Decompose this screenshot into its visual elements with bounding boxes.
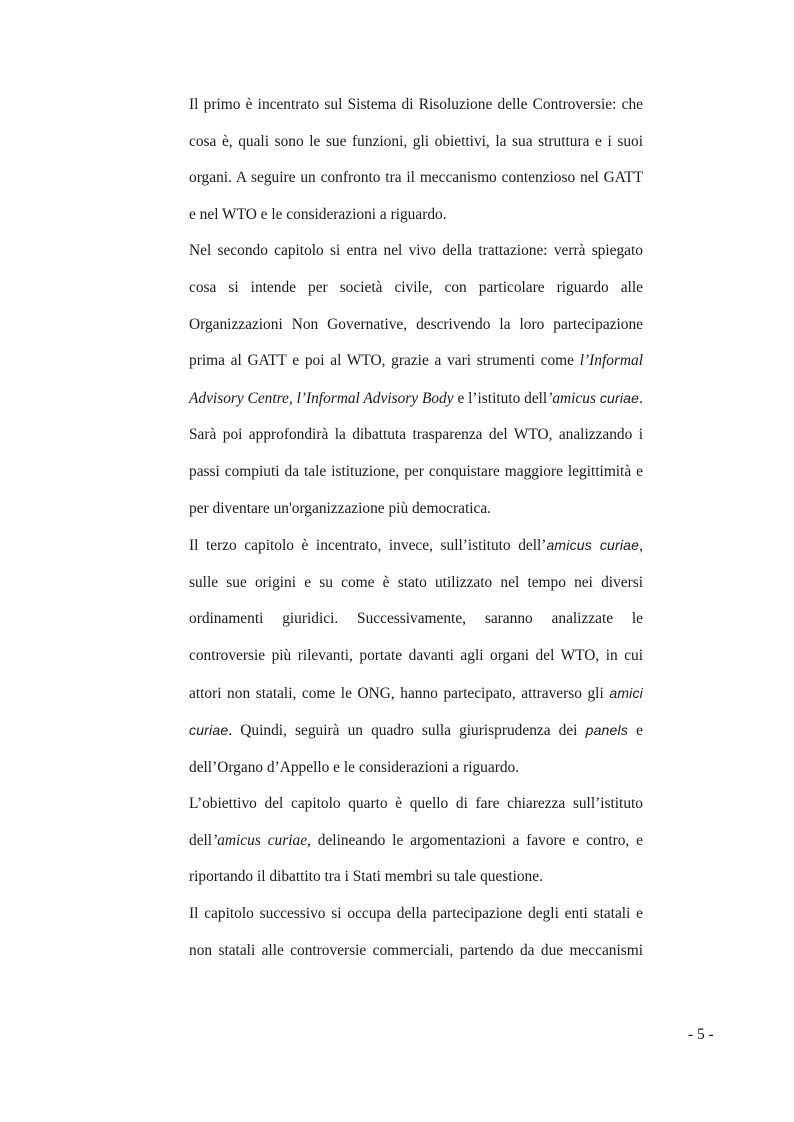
text-segment: Nel secondo capitolo si entra nel vivo della trattazione: verrà spiegato cosa si intende per società civile, con particolare riguardo alle Organizzazioni Non Governative, descrivendo la loro partecipazione prima al GATT e poi al WTO, grazie a vari strumenti come xyxy=(189,242,643,370)
italic-term: curiae xyxy=(599,389,640,406)
text-segment: e dell’Organo d’Appello e le considerazioni a riguardo. xyxy=(189,722,643,776)
italic-segment: ’amicus curiae xyxy=(212,831,308,849)
paragraph-chapter-four xyxy=(189,786,643,896)
text-segment: . Sarà poi approfondirà la dibattuta trasparenza del WTO, analizzando i passi compiuti da tale istituzione, per conquistare maggiore legittimità e per diventare un'organizzazione più democratica. xyxy=(189,389,644,517)
text-segment: Il primo è incentrato sul Sistema di Risoluzione delle Controversie: che cosa è, quali sono le sue funzioni, gli obiettivi, la sua struttura e i suoi organi. A seguire un confronto tra il meccanismo contenzioso nel GATT e nel WTO e le considerazioni a riguardo. xyxy=(189,96,643,223)
text-segment: Il terzo capitolo è incentrato, invece, sull’istituto dell’ xyxy=(189,537,547,555)
document-body xyxy=(189,87,643,969)
text-segment: e l’istituto dell xyxy=(453,389,548,407)
italic-term: amici curiae xyxy=(189,684,643,739)
text-segment: , delineando le argomentazioni a favore e contro, e riportando il dibattito tra i Stati membri su tale questione. xyxy=(189,831,643,886)
text-segment: L’obiettivo del capitolo quarto è quello di fare chiarezza sull’istituto dell xyxy=(189,795,643,849)
paragraph-chapter-two xyxy=(189,233,643,527)
italic-segment: ’amicus xyxy=(547,389,596,407)
text-segment: , sulle sue origini e su come è stato utilizzato nel tempo nei diversi ordinamenti giuridici. Successivamente, saranno analizzate le controversie più rilevanti, portate davanti agli organi del WTO, in cui attori non statali, come le ONG, hanno partecipato, attraverso gli xyxy=(189,537,644,702)
text-segment: . Quindi, seguirà un quadro sulla giurisprudenza dei xyxy=(228,722,586,740)
italic-segment: l’Informal Advisory Centre, l’Informal Advisory Body xyxy=(189,352,643,407)
italic-term: amicus curiae xyxy=(546,537,640,554)
italic-term: panels xyxy=(585,722,629,739)
paragraph-chapter-one xyxy=(189,87,643,233)
text-segment: Il capitolo successivo si occupa della partecipazione degli enti statali e non statali alle controversie commerciali, partendo da due meccanismi xyxy=(189,905,643,959)
paragraph-chapter-three xyxy=(189,527,643,786)
page-number: - 5 - xyxy=(688,1026,714,1043)
paragraph-chapter-five xyxy=(189,896,643,969)
